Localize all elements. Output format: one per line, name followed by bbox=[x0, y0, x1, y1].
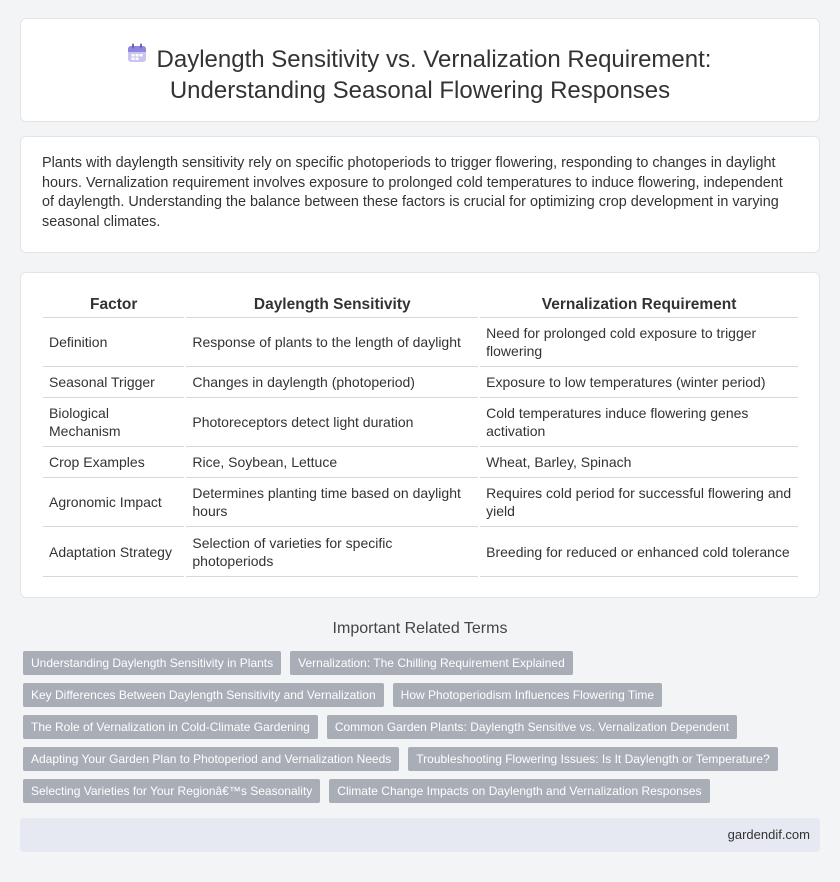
table-cell: Rice, Soybean, Lettuce bbox=[186, 447, 478, 478]
table-cell: Adaptation Strategy bbox=[43, 527, 184, 577]
page-title bbox=[21, 44, 819, 106]
table-cell: Seasonal Trigger bbox=[43, 367, 184, 398]
table-cell: Requires cold period for successful flowering and yield bbox=[480, 478, 798, 527]
table-cell: Changes in daylength (photoperiod) bbox=[186, 367, 478, 398]
table-row bbox=[43, 398, 798, 447]
table-cell: Exposure to low temperatures (winter period) bbox=[480, 367, 798, 398]
header-card bbox=[20, 18, 820, 122]
table-row bbox=[43, 478, 798, 527]
related-term-link[interactable]: Adapting Your Garden Plan to Photoperiod and Vernalization Needs bbox=[23, 747, 399, 771]
table-cell: Biological Mechanism bbox=[43, 398, 184, 447]
footer-site-link[interactable]: gardendif.com bbox=[727, 827, 810, 842]
related-term-link[interactable]: Vernalization: The Chilling Requirement Explained bbox=[290, 651, 573, 675]
comparison-table-card bbox=[20, 272, 820, 598]
table-row bbox=[43, 318, 798, 367]
table-cell: Cold temperatures induce flowering genes activation bbox=[480, 398, 798, 447]
table-cell: Need for prolonged cold exposure to trigger flowering bbox=[480, 318, 798, 367]
table-header-daylength: Daylength Sensitivity bbox=[186, 294, 478, 318]
comparison-table bbox=[41, 294, 800, 577]
table-cell: Breeding for reduced or enhanced cold tolerance bbox=[480, 527, 798, 577]
related-term-link[interactable]: Selecting Varieties for Your Regionâ€™s Seasonality bbox=[23, 779, 320, 803]
table-cell: Response of plants to the length of daylight bbox=[186, 318, 478, 367]
table-cell: Definition bbox=[43, 318, 184, 367]
related-term-link[interactable]: Key Differences Between Daylength Sensitivity and Vernalization bbox=[23, 683, 384, 707]
title-line-2: Understanding Seasonal Flowering Responses bbox=[169, 77, 671, 104]
table-row bbox=[43, 527, 798, 577]
table-cell: Wheat, Barley, Spinach bbox=[480, 447, 798, 478]
table-cell: Selection of varieties for specific photoperiods bbox=[186, 527, 478, 577]
table-row bbox=[43, 367, 798, 398]
table-cell: Agronomic Impact bbox=[43, 478, 184, 527]
related-term-link[interactable]: Climate Change Impacts on Daylength and Vernalization Responses bbox=[329, 779, 709, 803]
related-term-link[interactable]: The Role of Vernalization in Cold-Climate Gardening bbox=[23, 715, 318, 739]
related-terms-title: Important Related Terms bbox=[332, 620, 508, 637]
table-header-vernalization: Vernalization Requirement bbox=[480, 294, 798, 318]
table-row bbox=[43, 447, 798, 478]
related-term-link[interactable]: Understanding Daylength Sensitivity in Plants bbox=[23, 651, 281, 675]
table-cell: Crop Examples bbox=[43, 447, 184, 478]
intro-paragraph: Plants with daylength sensitivity rely on specific photoperiods to trigger flowering, responding to changes in daylight hours. Vernalization requirement involves exposure to prolonged cold temperatures to induce flowering, independent of daylength. Understanding the balance between these factors is crucial for optimizing crop development in varying seasonal climates. bbox=[42, 155, 783, 230]
related-term-link[interactable]: How Photoperiodism Influences Flowering Time bbox=[393, 683, 662, 707]
intro-card bbox=[20, 136, 820, 253]
title-line-1: Daylength Sensitivity vs. Vernalization Requirement: bbox=[156, 46, 712, 73]
related-terms-list bbox=[23, 651, 813, 811]
related-term-link[interactable]: Common Garden Plants: Daylength Sensitive vs. Vernalization Dependent bbox=[327, 715, 737, 739]
footer bbox=[20, 818, 820, 852]
table-cell: Photoreceptors detect light duration bbox=[186, 398, 478, 447]
related-term-link[interactable]: Troubleshooting Flowering Issues: Is It Daylength or Temperature? bbox=[408, 747, 778, 771]
table-header-factor: Factor bbox=[43, 294, 184, 318]
table-cell: Determines planting time based on daylight hours bbox=[186, 478, 478, 527]
